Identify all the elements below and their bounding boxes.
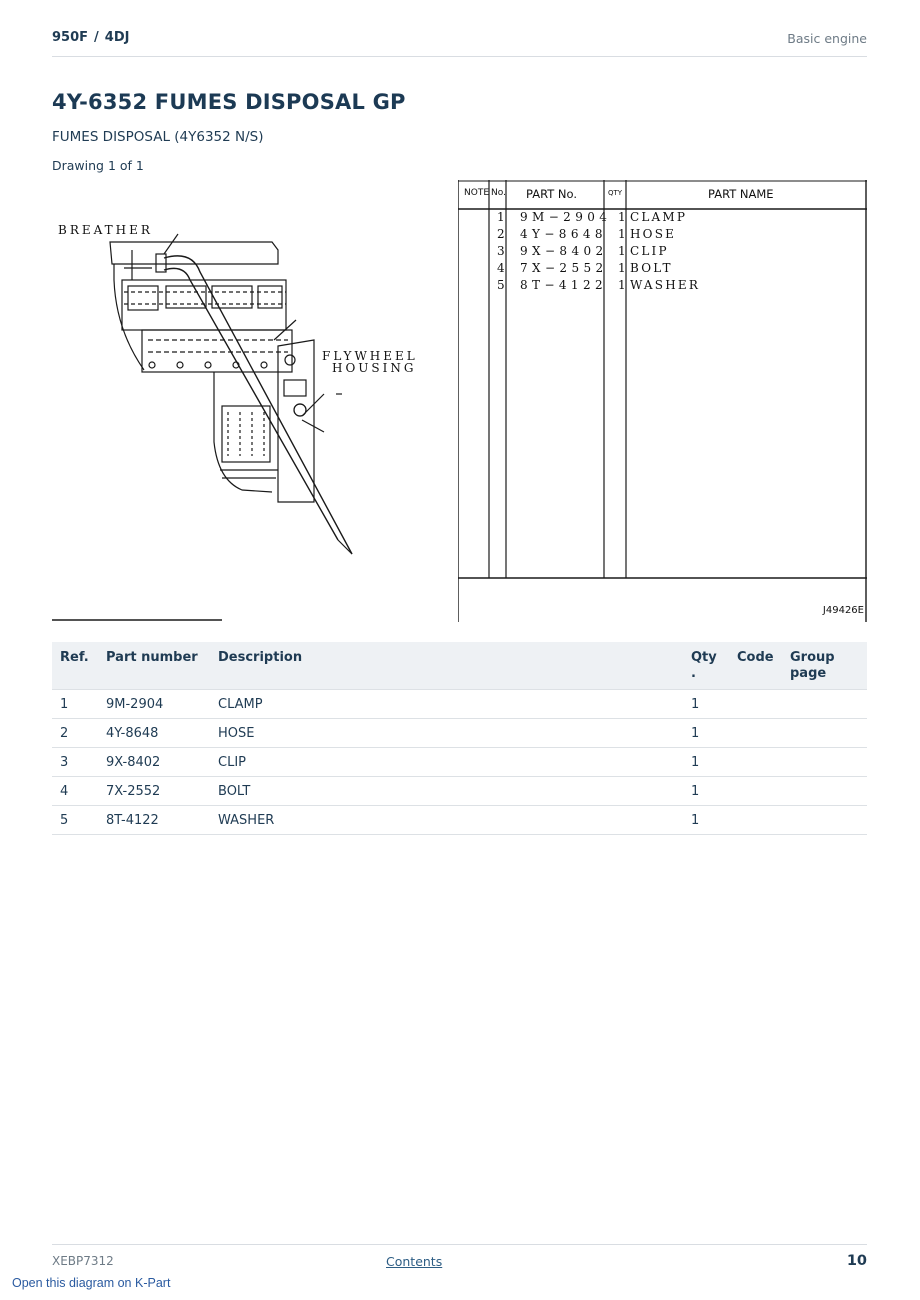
drawing-counter: Drawing 1 of 1 [52,158,144,173]
cell-ref: 1 [52,690,98,719]
cell-code [729,806,782,835]
section-name: Basic engine [787,31,867,46]
drawing-header-part-name: PART NAME [708,187,774,201]
cell-qty: 1 [683,777,729,806]
header-part-number: Part number [98,642,210,690]
drawing-row-qty: 1 [618,244,626,258]
header-qty: Qty . [683,642,729,690]
breather-label: BREATHER [58,223,153,237]
cell-description: CLAMP [210,690,683,719]
engine-illustration [52,180,452,622]
drawing-row-no: 4 [497,261,505,275]
table-row [52,690,867,719]
housing-label: HOUSING [332,361,417,375]
engine-drawing [52,180,452,622]
cell-description: HOSE [210,719,683,748]
cell-ref: 4 [52,777,98,806]
drawing-header-no: No. [491,188,506,198]
cell-code [729,748,782,777]
drawing-header-note: NOTE [464,188,490,198]
cell-qty: 1 [683,748,729,777]
page-subtitle: FUMES DISPOSAL (4Y6352 N/S) [52,129,264,145]
cell-part-number: 9M-2904 [98,690,210,719]
cell-group-page [782,806,867,835]
cell-group-page [782,719,867,748]
cell-code [729,719,782,748]
table-row [52,777,867,806]
header-code: Code [729,642,782,690]
drawing-id: J49426E [822,605,864,616]
cell-qty: 1 [683,690,729,719]
flywheel-label: FLYWHEEL [322,349,418,363]
drawing-row-qty: 1 [618,227,626,241]
open-in-kpart-link[interactable]: Open this diagram on K-Part [12,1276,171,1290]
header-group-page: Group page [782,642,867,690]
serial-prefix: 4DJ [104,30,130,45]
drawing-row-no: 3 [497,244,505,258]
page-title: 4Y-6352 FUMES DISPOSAL GP [52,90,406,114]
cell-group-page [782,690,867,719]
drawing-row-no: 2 [497,227,505,241]
drawing-header-qty: QTY [608,189,623,197]
cell-part-number: 9X-8402 [98,748,210,777]
drawing-row-qty: 1 [618,278,626,292]
parts-table-header [52,642,867,690]
table-row [52,719,867,748]
cell-part-number: 4Y-8648 [98,719,210,748]
page-footer [52,1244,867,1275]
drawing-row-name: BOLT [630,261,673,275]
cell-description: CLIP [210,748,683,777]
table-row [52,806,867,835]
drawing-row-name: HOSE [630,227,677,241]
drawing-parts-table [458,180,867,622]
model-breadcrumb [52,30,129,45]
page [52,0,867,1300]
drawing-row-qty: 1 [618,210,626,224]
parts-table [52,642,867,835]
page-header [52,30,867,57]
drawing-row-part: 4Y−8648 [520,227,607,241]
cell-group-page [782,777,867,806]
cell-qty: 1 [683,806,729,835]
parts-diagram[interactable] [52,180,867,622]
cell-ref: 5 [52,806,98,835]
drawing-row-part: 9X−8402 [520,244,608,258]
drawing-row-name: CLIP [630,244,669,258]
cell-ref: 2 [52,719,98,748]
cell-part-number: 7X-2552 [98,777,210,806]
breadcrumb-separator: / [94,30,99,45]
drawing-row-no: 1 [497,210,505,224]
drawing-row-name: WASHER [630,278,701,292]
cell-qty: 1 [683,719,729,748]
document-id: XEBP7312 [52,1254,114,1268]
drawing-row-qty: 1 [618,261,626,275]
cell-description: WASHER [210,806,683,835]
cell-description: BOLT [210,777,683,806]
header-description: Description [210,642,683,690]
cell-code [729,777,782,806]
cell-ref: 3 [52,748,98,777]
drawing-row-part: 8T−4122 [520,278,608,292]
contents-link[interactable]: Contents [386,1254,443,1269]
header-ref: Ref. [52,642,98,690]
model-name: 950F [52,30,89,45]
page-number: 10 [846,1253,867,1269]
cell-part-number: 8T-4122 [98,806,210,835]
table-row [52,748,867,777]
cell-code [729,690,782,719]
drawing-header-part-no: PART No. [526,187,577,201]
drawing-row-no: 5 [497,278,505,292]
drawing-row-part: 9M−2904 [520,210,612,224]
drawing-row-name: CLAMP [630,210,688,224]
cell-group-page [782,748,867,777]
drawing-row-part: 7X−2552 [520,261,608,275]
